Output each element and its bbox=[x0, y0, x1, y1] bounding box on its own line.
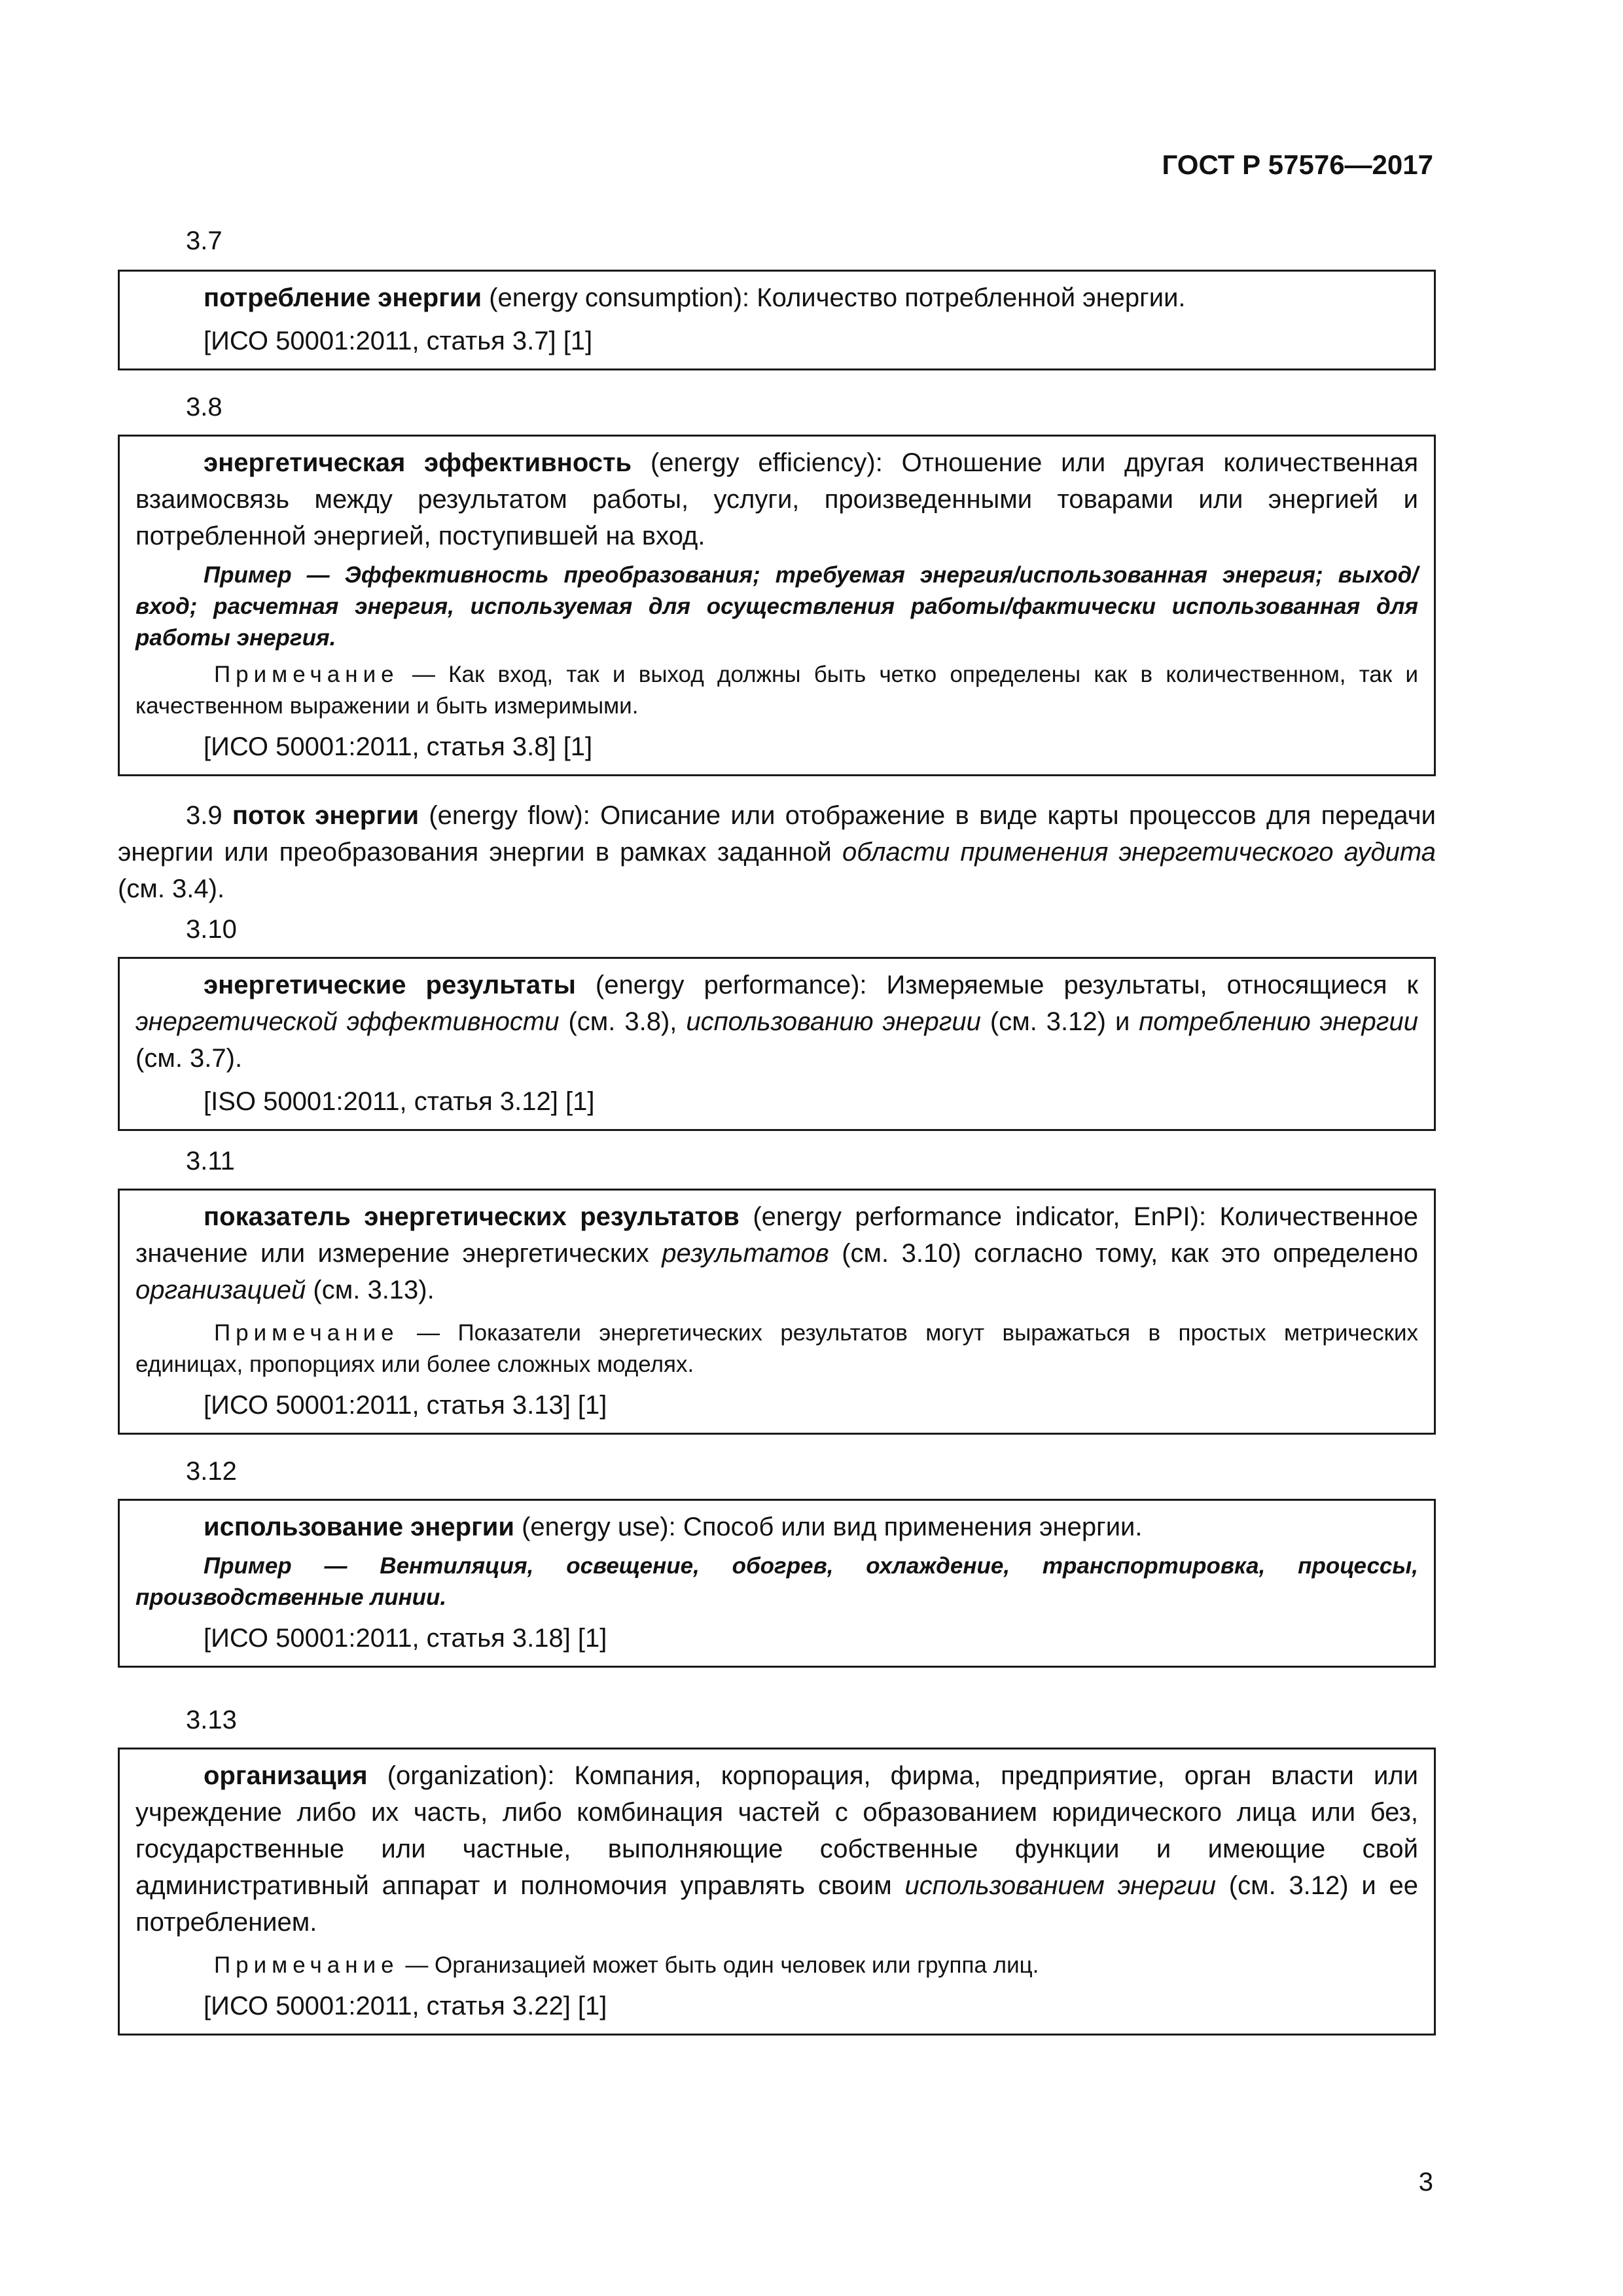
term-english: (energy use) bbox=[522, 1513, 669, 1541]
source-reference: [ИСО 50001:2011, статья 3.13] [1] bbox=[204, 1391, 607, 1420]
definition-text: : Описание или отображение в виде карты процессов для передачи энергии или преобразования энергии в рамках заданной bbox=[118, 801, 1436, 867]
note bbox=[135, 1950, 1418, 1981]
term-title: энергетические результаты bbox=[204, 971, 576, 999]
cross-reference: энергетической эффективности bbox=[135, 1007, 560, 1036]
note-text: — Как вход, так и выход должны быть четко определены как в количественном, так и качественном выражении и быть измеримыми. bbox=[135, 662, 1418, 719]
term-number: 3.9 bbox=[186, 801, 223, 830]
term-english: (energy flow) bbox=[429, 801, 583, 830]
source-reference: [ISO 50001:2011, статья 3.12] [1] bbox=[204, 1087, 595, 1116]
definition-text: : Отношение или другая количественная взаимосвязь между результатом работы, услуги, произведенными товарами или энергией и потребленной энергией, поступившей на вход. bbox=[135, 448, 1419, 550]
note-label: Примечание bbox=[214, 662, 399, 687]
term-title: энергетическая эффективность bbox=[204, 448, 632, 477]
definition-text: (см. 3.10) согласно тому, как это определено bbox=[829, 1239, 1419, 1268]
cross-reference: использованием энергии bbox=[904, 1871, 1216, 1900]
term-number: 3.7 bbox=[186, 226, 223, 255]
source-reference: [ИСО 50001:2011, статья 3.18] [1] bbox=[204, 1624, 607, 1653]
term-title: показатель энергетических результатов bbox=[204, 1202, 740, 1231]
term-english: (energy efficiency) bbox=[650, 448, 876, 477]
definition-text: (см. 3.12) и bbox=[980, 1007, 1139, 1036]
source-reference: [ИСО 50001:2011, статья 3.8] [1] bbox=[204, 732, 593, 761]
term-number: 3.8 bbox=[186, 393, 223, 422]
source-reference: [ИСО 50001:2011, статья 3.7] [1] bbox=[204, 327, 593, 355]
cross-reference: организацией bbox=[135, 1276, 306, 1304]
term-number: 3.10 bbox=[186, 915, 237, 944]
note-label: Примечание bbox=[214, 1952, 399, 1978]
document-code: ГОСТ Р 57576—2017 bbox=[1162, 149, 1433, 180]
definition-text: : Способ или вид применения энергии. bbox=[668, 1513, 1143, 1541]
term-number: 3.13 bbox=[186, 1706, 237, 1734]
term-title: организация bbox=[204, 1761, 368, 1790]
term-title: потребление энергии bbox=[204, 283, 482, 312]
term-english: (energy consumption) bbox=[489, 283, 743, 312]
example: Пример — Вентиляция, освещение, обогрев, охлаждение, транспортировка, процессы, производственные линии. bbox=[135, 1553, 1418, 1610]
term-title: использование энергии bbox=[204, 1513, 514, 1541]
definition bbox=[135, 1198, 1418, 1308]
term-number: 3.11 bbox=[186, 1147, 235, 1175]
definition-text: : Количество потребленной энергии. bbox=[742, 283, 1186, 312]
definition-text: (см. 3.13). bbox=[306, 1276, 435, 1304]
definition-3-9 bbox=[118, 797, 1436, 907]
cross-reference: результатов bbox=[662, 1239, 829, 1268]
definition bbox=[135, 1509, 1418, 1545]
source-reference: [ИСО 50001:2011, статья 3.22] [1] bbox=[204, 1992, 607, 2020]
term-english: (energy performance indicator, EnPI) bbox=[753, 1202, 1199, 1231]
definition bbox=[135, 1757, 1418, 1941]
definition bbox=[135, 279, 1418, 316]
definition-text: : Измеряемые результаты, относящиеся к bbox=[859, 971, 1419, 999]
definition-text: (см. 3.4). bbox=[118, 874, 225, 903]
term-english: (organization) bbox=[387, 1761, 548, 1790]
note-text: — Показатели энергетических результатов могут выражаться в простых метрических единицах, пропорциях или более сложных моделях. bbox=[135, 1320, 1418, 1377]
note bbox=[135, 659, 1418, 722]
note-text: — Организацией может быть один человек или группа лиц. bbox=[399, 1952, 1039, 1978]
definition-text: (см. 3.7). bbox=[135, 1044, 243, 1073]
note-label: Примечание bbox=[214, 1320, 399, 1346]
term-box-3-12 bbox=[118, 1499, 1436, 1668]
cross-reference: области применения энергетического аудита bbox=[842, 838, 1436, 867]
term-box-3-13 bbox=[118, 1748, 1436, 2036]
definition bbox=[135, 967, 1418, 1077]
term-box-3-10 bbox=[118, 957, 1436, 1131]
example: Пример — Эффективность преобразования; требуемая энергия/использованная энергия; выход/вход; расчетная энергия, используемая для осуществления работы/фактически использованная для работы энергия. bbox=[135, 562, 1418, 651]
cross-reference: использованию энергии bbox=[686, 1007, 981, 1036]
term-english: (energy performance) bbox=[595, 971, 860, 999]
term-box-3-11 bbox=[118, 1189, 1436, 1435]
term-number: 3.12 bbox=[186, 1457, 237, 1486]
term-box-3-8 bbox=[118, 435, 1436, 776]
note bbox=[135, 1318, 1418, 1380]
definition-text: : Количественное значение или измерение энергетических bbox=[135, 1202, 1419, 1268]
definition-text: : Компания, корпорация, фирма, предприятие, орган власти или учреждение либо их часть, либо комбинация частей с образованием юридического лица или без, государственные или частные, выполняющие собственные функции и имеющие свой административный аппарат и полномочия управлять своим bbox=[135, 1761, 1418, 1900]
definition-text: (см. 3.8), bbox=[559, 1007, 687, 1036]
term-box-3-7 bbox=[118, 270, 1436, 370]
definition bbox=[135, 444, 1418, 554]
page-number: 3 bbox=[1418, 2168, 1433, 2197]
term-title: поток энергии bbox=[232, 801, 419, 830]
definition-text: (см. 3.12) и ее потреблением. bbox=[135, 1871, 1418, 1937]
cross-reference: потреблению энергии bbox=[1139, 1007, 1419, 1036]
